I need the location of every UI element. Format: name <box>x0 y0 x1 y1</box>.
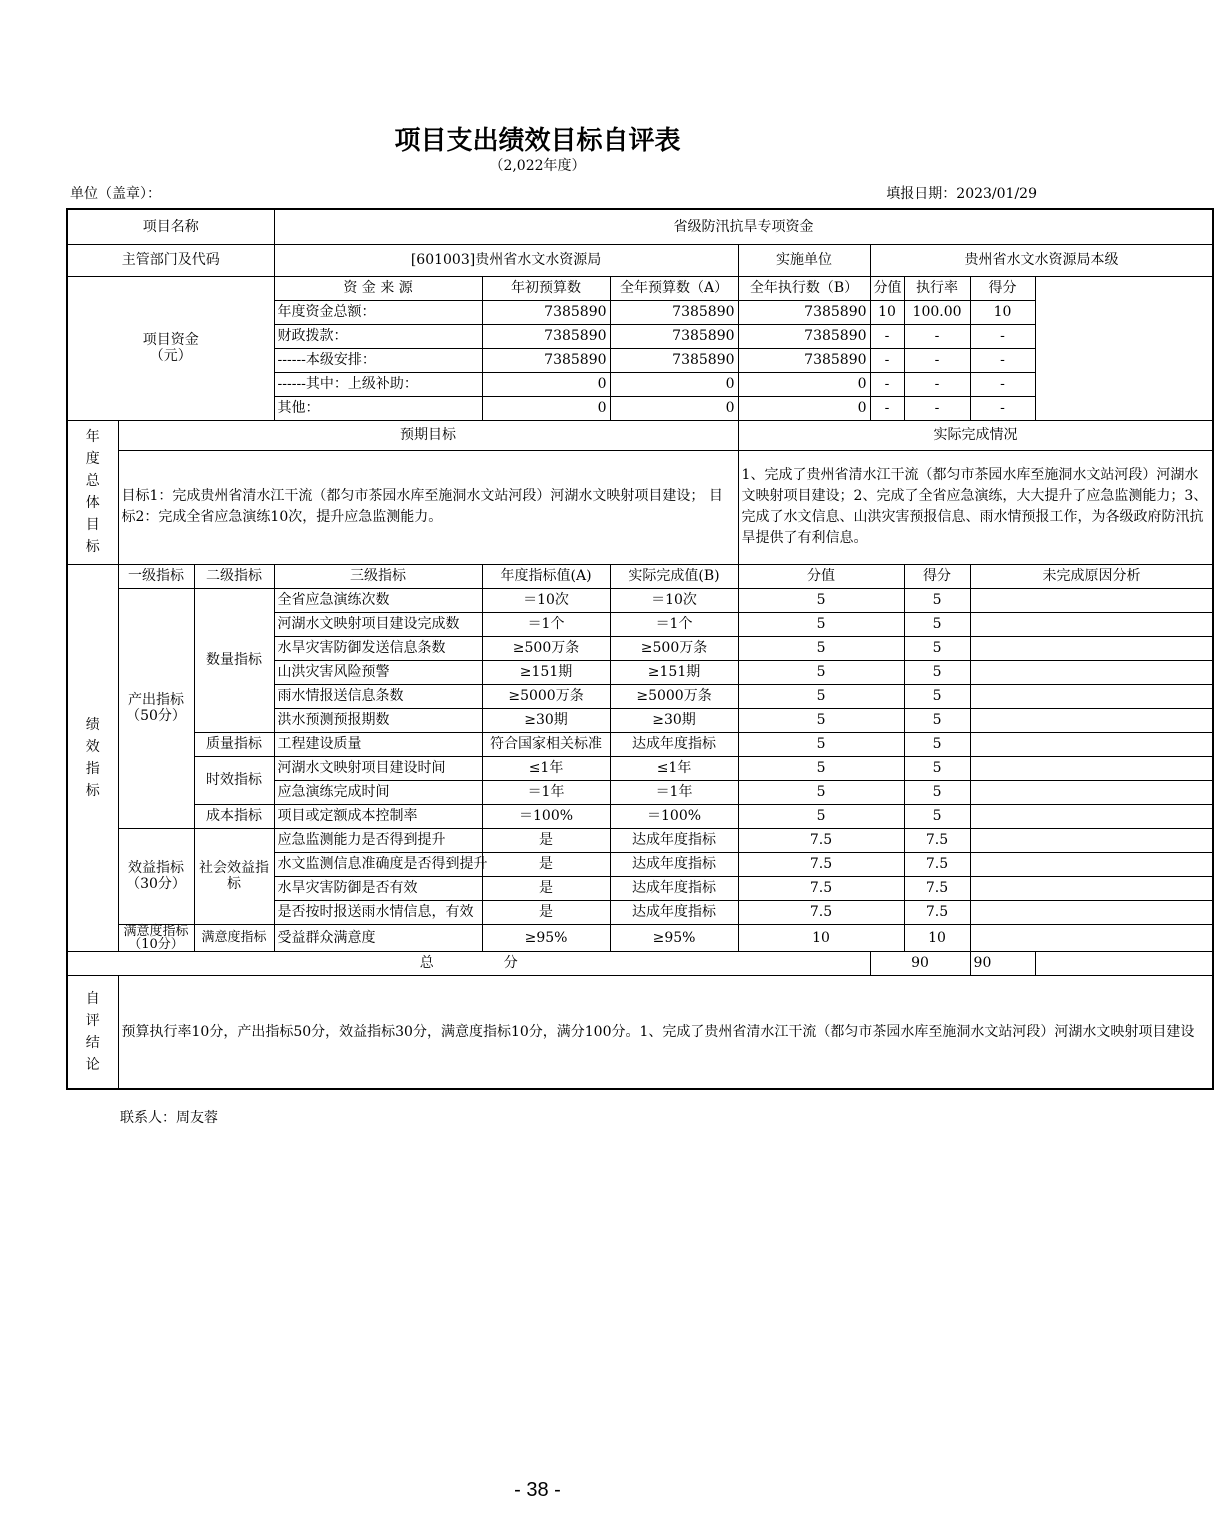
ind-weight: 10 <box>738 924 904 951</box>
ind-header-level2: 二级指标 <box>194 564 274 588</box>
ind-actual: 达成年度指标 <box>610 828 738 852</box>
ind-actual: 达成年度指标 <box>610 900 738 924</box>
ind-weight: 5 <box>738 804 904 828</box>
funds-executed: 7385890 <box>738 324 870 348</box>
funds-initial: 0 <box>482 396 610 420</box>
level2-social: 社会效益指标 <box>194 828 274 924</box>
ind-header-level3: 三级指标 <box>274 564 482 588</box>
ind-weight: 7.5 <box>738 876 904 900</box>
level1-satisfaction: 满意度指标（10分） <box>118 924 194 951</box>
ind-target: ≥151期 <box>482 660 610 684</box>
level1-benefit: 效益指标（30分） <box>118 828 194 924</box>
indicator-row <box>67 924 1213 951</box>
total-label: 总 分 <box>67 951 870 975</box>
ind-score: 5 <box>904 804 970 828</box>
total-value: 90 <box>870 951 970 975</box>
ind-header-level1: 一级指标 <box>118 564 194 588</box>
total-empty <box>1035 951 1213 975</box>
ind-name: 河湖水文映射项目建设完成数 <box>274 612 482 636</box>
ind-name: 全省应急演练次数 <box>274 588 482 612</box>
ind-target: ≥30期 <box>482 708 610 732</box>
funds-rate: 100.00 <box>904 300 970 324</box>
ind-name: 水旱灾害防御是否有效 <box>274 876 482 900</box>
funds-header-weight: 分值 <box>870 276 904 300</box>
impl-label: 实施单位 <box>738 244 870 276</box>
ind-actual: ＝10次 <box>610 588 738 612</box>
funds-rate: - <box>904 396 970 420</box>
ind-actual: 达成年度指标 <box>610 852 738 876</box>
ind-target: ＝1年 <box>482 780 610 804</box>
ind-score: 5 <box>904 636 970 660</box>
ind-name: 应急监测能力是否得到提升 <box>274 828 482 852</box>
ind-reason <box>970 708 1213 732</box>
level2-satisfaction: 满意度指标 <box>194 924 274 951</box>
funds-header-executed: 全年执行数（B） <box>738 276 870 300</box>
actual-result-header: 实际完成情况 <box>738 420 1213 450</box>
ind-reason <box>970 804 1213 828</box>
ind-name: 洪水预测预报期数 <box>274 708 482 732</box>
ind-header-score: 得分 <box>904 564 970 588</box>
total-row <box>67 951 1213 975</box>
ind-score: 5 <box>904 780 970 804</box>
funds-executed: 0 <box>738 372 870 396</box>
ind-name: 工程建设质量 <box>274 732 482 756</box>
ind-header-actual: 实际完成值(B) <box>610 564 738 588</box>
ind-weight: 5 <box>738 612 904 636</box>
ind-actual: ≥95% <box>610 924 738 951</box>
ind-header-target: 年度指标值(A) <box>482 564 610 588</box>
funds-unit: （元） <box>149 348 192 364</box>
indicator-row <box>67 732 1213 756</box>
ind-reason <box>970 732 1213 756</box>
funds-header-annual: 全年预算数（A） <box>610 276 738 300</box>
funds-rate: - <box>904 324 970 348</box>
funds-source: 其他： <box>274 396 482 420</box>
funds-weight: - <box>870 324 904 348</box>
page-number: - 38 - <box>514 1479 561 1501</box>
dept-label: 主管部门及代码 <box>67 244 274 276</box>
funds-label: 项目资金 <box>142 332 199 348</box>
level2-timeliness: 时效指标 <box>194 756 274 804</box>
ind-score: 5 <box>904 612 970 636</box>
funds-header-rate: 执行率 <box>904 276 970 300</box>
expected-goal-header: 预期目标 <box>118 420 738 450</box>
ind-score: 7.5 <box>904 828 970 852</box>
ind-score: 5 <box>904 684 970 708</box>
funds-score: - <box>970 396 1035 420</box>
ind-target: 是 <box>482 852 610 876</box>
ind-name: 雨水情报送信息条数 <box>274 684 482 708</box>
ind-score: 5 <box>904 588 970 612</box>
ind-weight: 5 <box>738 684 904 708</box>
ind-name: 水文监测信息准确度是否得到提升 <box>274 852 482 876</box>
funds-source: 财政拨款： <box>274 324 482 348</box>
ind-weight: 7.5 <box>738 852 904 876</box>
funds-initial: 0 <box>482 372 610 396</box>
level2-cost: 成本指标 <box>194 804 274 828</box>
ind-actual: ＝1个 <box>610 612 738 636</box>
ind-weight: 5 <box>738 732 904 756</box>
total-score: 90 <box>970 951 1035 975</box>
funds-initial: 7385890 <box>482 300 610 324</box>
unit-label: 单位（盖章）： <box>70 186 161 202</box>
level2-quality: 质量指标 <box>194 732 274 756</box>
funds-weight: - <box>870 348 904 372</box>
ind-target: ≥500万条 <box>482 636 610 660</box>
project-name-label: 项目名称 <box>67 209 274 244</box>
contact-person: 联系人：周友蓉 <box>120 1110 218 1126</box>
funds-header-initial: 年初预算数 <box>482 276 610 300</box>
funds-score: 10 <box>970 300 1035 324</box>
ind-actual: ≥5000万条 <box>610 684 738 708</box>
ind-name: 河湖水文映射项目建设时间 <box>274 756 482 780</box>
funds-annual: 0 <box>610 372 738 396</box>
ind-reason <box>970 852 1213 876</box>
ind-weight: 5 <box>738 756 904 780</box>
dept-value: [601003]贵州省水文水资源局 <box>274 244 738 276</box>
ind-reason <box>970 780 1213 804</box>
indicator-row <box>67 756 1213 780</box>
ind-score: 7.5 <box>904 900 970 924</box>
expected-goal-text: 目标1：完成贵州省清水江干流（都匀市茶园水库至施洞水文站河段）河湖水文映射项目建设； 目标2：完成全省应急演练10次，提升应急监测能力。 <box>118 450 738 564</box>
funds-source: ------本级安排： <box>274 348 482 372</box>
self-evaluation-table <box>66 208 1214 1090</box>
ind-actual: 达成年度指标 <box>610 876 738 900</box>
funds-initial: 7385890 <box>482 348 610 372</box>
actual-result-text: 1、完成了贵州省清水江干流（都匀市茶园水库至施洞水文站河段）河湖水文映射项目建设；2、完成了全省应急演练，大大提升了应急监测能力；3、完成了水文信息、山洪灾害预报信息、雨水情预报工作，为各级政府防汛抗旱提供了有利信息。 <box>738 450 1213 564</box>
ind-score: 5 <box>904 708 970 732</box>
annual-goal-label: 年度总体目标 <box>67 420 118 564</box>
ind-weight: 5 <box>738 660 904 684</box>
ind-name: 山洪灾害风险预警 <box>274 660 482 684</box>
funds-score: - <box>970 324 1035 348</box>
ind-reason <box>970 828 1213 852</box>
impl-value: 贵州省水文水资源局本级 <box>870 244 1213 276</box>
funds-weight: - <box>870 372 904 396</box>
funds-initial: 7385890 <box>482 324 610 348</box>
ind-reason <box>970 684 1213 708</box>
ind-name: 水旱灾害防御发送信息条数 <box>274 636 482 660</box>
ind-score: 7.5 <box>904 852 970 876</box>
page-title: 项目支出绩效目标自评表 <box>394 126 681 156</box>
ind-target: 符合国家相关标准 <box>482 732 610 756</box>
ind-actual: ≤1年 <box>610 756 738 780</box>
level1-output: 产出指标（50分） <box>118 588 194 828</box>
ind-weight: 5 <box>738 708 904 732</box>
ind-weight: 5 <box>738 588 904 612</box>
ind-weight: 7.5 <box>738 828 904 852</box>
funds-score: - <box>970 372 1035 396</box>
indicator-row <box>67 804 1213 828</box>
ind-reason <box>970 612 1213 636</box>
ind-score: 5 <box>904 756 970 780</box>
funds-header-source: 资 金 来 源 <box>274 276 482 300</box>
ind-reason <box>970 588 1213 612</box>
indicator-row <box>67 588 1213 612</box>
ind-reason <box>970 924 1213 951</box>
ind-actual: ＝1年 <box>610 780 738 804</box>
ind-target: 是 <box>482 828 610 852</box>
funds-annual: 7385890 <box>610 300 738 324</box>
ind-score: 5 <box>904 660 970 684</box>
funds-executed: 7385890 <box>738 348 870 372</box>
ind-target: ＝1个 <box>482 612 610 636</box>
funds-header-score: 得分 <box>970 276 1035 300</box>
ind-weight: 5 <box>738 636 904 660</box>
ind-name: 是否按时报送雨水情信息，有效 <box>274 900 482 924</box>
funds-weight: - <box>870 396 904 420</box>
funds-executed: 0 <box>738 396 870 420</box>
funds-label-cell <box>67 276 274 420</box>
funds-rate: - <box>904 372 970 396</box>
ind-reason <box>970 756 1213 780</box>
ind-name: 受益群众满意度 <box>274 924 482 951</box>
ind-header-weight: 分值 <box>738 564 904 588</box>
ind-reason <box>970 900 1213 924</box>
ind-name: 项目或定额成本控制率 <box>274 804 482 828</box>
funds-weight: 10 <box>870 300 904 324</box>
project-name: 省级防汛抗旱专项资金 <box>274 209 1213 244</box>
ind-target: ≥5000万条 <box>482 684 610 708</box>
ind-target: ＝100% <box>482 804 610 828</box>
conclusion-text: 预算执行率10分，产出指标50分，效益指标30分，满意度指标10分，满分100分。1、完成了贵州省清水江干流（都匀市茶园水库至施洞水文站河段）河湖水文映射项目建设 <box>118 975 1213 1089</box>
ind-actual: ≥151期 <box>610 660 738 684</box>
ind-weight: 5 <box>738 780 904 804</box>
ind-reason <box>970 660 1213 684</box>
funds-source: ------其中：上级补助： <box>274 372 482 396</box>
funds-source: 年度资金总额： <box>274 300 482 324</box>
ind-name: 应急演练完成时间 <box>274 780 482 804</box>
funds-annual: 7385890 <box>610 348 738 372</box>
ind-score: 5 <box>904 732 970 756</box>
ind-score: 10 <box>904 924 970 951</box>
ind-target: ≤1年 <box>482 756 610 780</box>
funds-score: - <box>970 348 1035 372</box>
funds-executed: 7385890 <box>738 300 870 324</box>
ind-score: 7.5 <box>904 876 970 900</box>
ind-target: 是 <box>482 900 610 924</box>
ind-reason <box>970 636 1213 660</box>
ind-actual: ≥500万条 <box>610 636 738 660</box>
conclusion-label: 自评结论 <box>67 975 118 1089</box>
indicator-row <box>67 828 1213 852</box>
ind-reason <box>970 876 1213 900</box>
ind-actual: 达成年度指标 <box>610 732 738 756</box>
ind-actual: ＝100% <box>610 804 738 828</box>
ind-target: 是 <box>482 876 610 900</box>
ind-target: ＝10次 <box>482 588 610 612</box>
ind-target: ≥95% <box>482 924 610 951</box>
ind-weight: 7.5 <box>738 900 904 924</box>
funds-annual: 7385890 <box>610 324 738 348</box>
report-year: （2,022年度） <box>489 158 586 174</box>
indicator-label: 绩效指标 <box>67 564 118 951</box>
ind-header-reason: 未完成原因分析 <box>970 564 1213 588</box>
funds-rate: - <box>904 348 970 372</box>
fill-date: 填报日期：2023/01/29 <box>886 186 1037 202</box>
ind-actual: ≥30期 <box>610 708 738 732</box>
level2-quantity: 数量指标 <box>194 588 274 732</box>
funds-annual: 0 <box>610 396 738 420</box>
